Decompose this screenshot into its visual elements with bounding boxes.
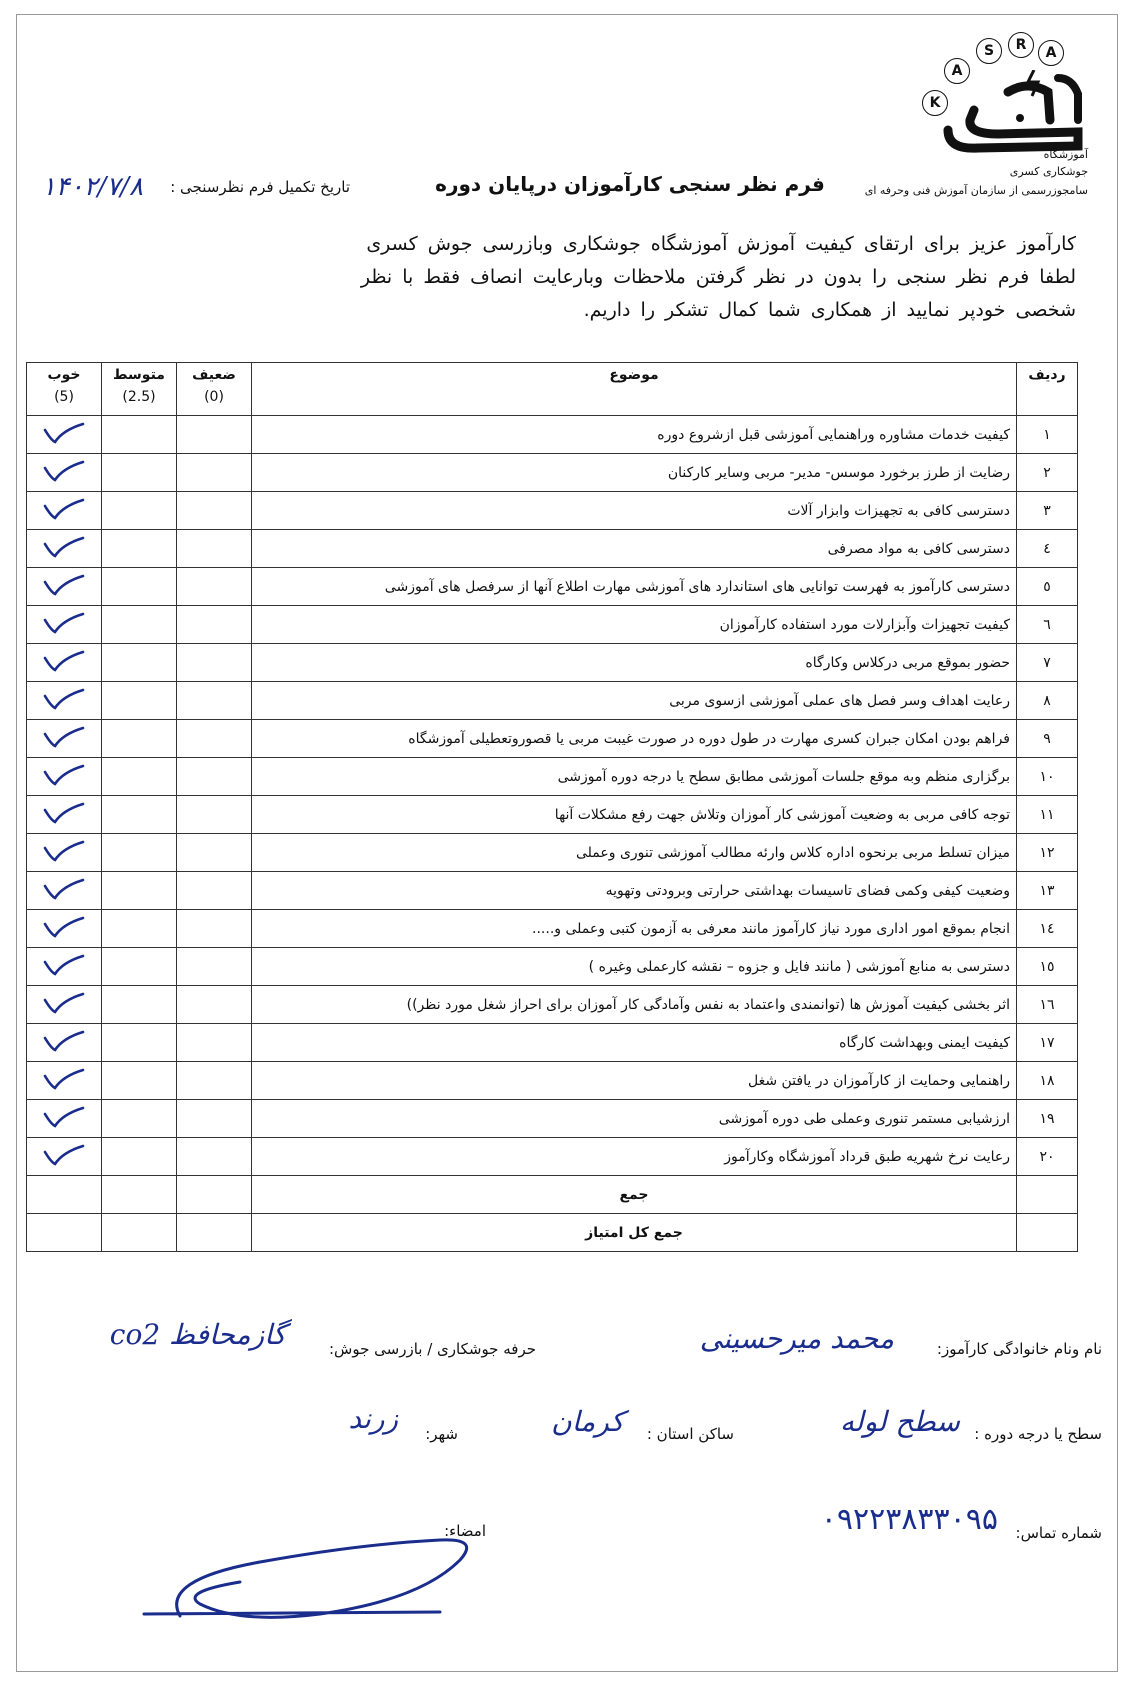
sum-weak-cell [177,1176,252,1214]
intro-line-2: لطفا فرم نظر سنجی را بدون در نظر گرفتن ملاحظات وبارعایت انصاف فقط با نظر [360,266,1076,288]
row-good-cell [27,416,102,454]
row-weak-cell [177,720,252,758]
table-row [27,720,1078,758]
row-good-cell [27,948,102,986]
row-number: ۹ [1017,720,1078,758]
row-weak-cell [177,948,252,986]
table-row [27,454,1078,492]
row-topic: کیفیت تجهیزات وآبزارلات مورد استفاده کارآموزان [252,606,1017,644]
row-number: ۱۱ [1017,796,1078,834]
row-good-cell [27,568,102,606]
row-number: ۱٥ [1017,948,1078,986]
phone-value: ۰۹۲۲۳۸۳۳۰۹۵ [820,1502,998,1537]
row-number: ۳ [1017,492,1078,530]
logo-caption-name: جوشکاری کسری [1009,165,1088,178]
row-weak-cell [177,834,252,872]
row-weak-cell [177,492,252,530]
row-weak-cell [177,758,252,796]
table-header-row [27,363,1078,416]
row-weak-cell [177,454,252,492]
checkmark-icon [41,1104,87,1134]
row-topic: برگزاری منظم وبه موقع جلسات آموزشی مطابق سطح یا درجه دوره آموزشی [252,758,1017,796]
province-label: ساکن استان : [646,1425,734,1443]
sum-good-cell [27,1176,102,1214]
table-row [27,568,1078,606]
logo-caption-license: سامجوزرسمی از سازمان آموزش فنی وحرفه ای [864,184,1088,197]
checkmark-icon [41,762,87,792]
row-good-cell [27,530,102,568]
row-weak-cell [177,1062,252,1100]
logo-mark-icon [938,70,1088,154]
row-good-cell [27,986,102,1024]
header-good-score: (5) [54,389,74,405]
table-row [27,986,1078,1024]
checkmark-icon [41,458,87,488]
row-number: ۱۷ [1017,1024,1078,1062]
sum-row [27,1176,1078,1214]
row-weak-cell [177,872,252,910]
row-topic: کیفیت ایمنی وبهداشت کارگاه [252,1024,1017,1062]
row-good-cell [27,454,102,492]
row-number: ۲ [1017,454,1078,492]
row-number: ۱٦ [1017,986,1078,1024]
table-row [27,492,1078,530]
row-weak-cell [177,1138,252,1176]
logo-letter-r: R [1008,32,1034,58]
row-number: ۱۳ [1017,872,1078,910]
row-good-cell [27,492,102,530]
row-topic: رعایت نرخ شهریه طبق قرداد آموزشگاه وکارآموز [252,1138,1017,1176]
table-row [27,1024,1078,1062]
row-good-cell [27,606,102,644]
row-good-cell [27,834,102,872]
table-row [27,796,1078,834]
row-number: ۱ [1017,416,1078,454]
row-good-cell [27,1062,102,1100]
checkmark-icon [41,1066,87,1096]
table-body [27,416,1078,1176]
row-medium-cell [102,1100,177,1138]
row-topic: راهنمایی وحمایت از کارآموزان در یافتن شغل [252,1062,1017,1100]
name-value: محمد میرحسینی [699,1322,894,1355]
row-topic: اثر بخشی کیفیت آموزش ها (توانمندی واعتماد به نفس وآمادگی کار آموزان برای احراز شغل مورد نظر)) [252,986,1017,1024]
row-medium-cell [102,720,177,758]
trade-value: گازمحافظ co2 [109,1318,286,1351]
checkmark-icon [41,724,87,754]
row-medium-cell [102,454,177,492]
row-weak-cell [177,416,252,454]
row-medium-cell [102,796,177,834]
row-number: ٥ [1017,568,1078,606]
row-weak-cell [177,1100,252,1138]
row-number: ۲۰ [1017,1138,1078,1176]
sum-label: جمع [252,1176,1017,1214]
date-value: ۱۴۰۲/۷/۸ [41,172,143,202]
row-number: ۸ [1017,682,1078,720]
survey-table [26,362,1078,1252]
row-medium-cell [102,568,177,606]
row-topic: کیفیت خدمات مشاوره وراهنمایی آموزشی قبل ازشروع دوره [252,416,1017,454]
row-medium-cell [102,834,177,872]
row-number: ٦ [1017,606,1078,644]
sum-row-num-cell [1017,1176,1078,1214]
checkmark-icon [41,686,87,716]
logo-caption-institute: آموزشگاه [1043,148,1088,161]
logo-letter-a2: A [1038,40,1064,66]
intro-text [36,228,1076,327]
row-number: ۱٤ [1017,910,1078,948]
checkmark-icon [41,1142,87,1172]
signature-label: امضاء: [444,1522,486,1540]
checkmark-icon [41,420,87,450]
header-medium-score: (2.5) [122,389,156,405]
row-topic: دسترسی به منابع آموزشی ( مانند فایل و جزوه – نقشه کارعملی وغیره ) [252,948,1017,986]
checkmark-icon [41,914,87,944]
level-value: سطح لوله [840,1405,960,1438]
row-medium-cell [102,606,177,644]
logo-letter-a: A [944,58,970,84]
checkmark-icon [41,838,87,868]
row-good-cell [27,1024,102,1062]
table-row [27,1100,1078,1138]
row-medium-cell [102,416,177,454]
level-label: سطح یا درجه دوره : [974,1425,1102,1443]
intro-line-1: کارآموز عزیز برای ارتقای کیفیت آموزش آموزشگاه جوشکاری وبازرسی جوش کسری [366,233,1076,255]
table-row [27,1062,1078,1100]
row-topic: رعایت اهداف وسر فصل های عملی آموزشی ازسوی مربی [252,682,1017,720]
table-row [27,948,1078,986]
row-medium-cell [102,530,177,568]
row-number: ٤ [1017,530,1078,568]
date-label: تاریخ تکمیل فرم نظرسنجی : [170,178,350,196]
header-weak-label: ضعیف [192,367,236,383]
row-number: ۱۲ [1017,834,1078,872]
row-medium-cell [102,948,177,986]
checkmark-icon [41,800,87,830]
city-value: زرند [348,1402,398,1435]
row-topic: میزان تسلط مربی برنحوه اداره کلاس وارئه مطالب آموزشی تنوری وعملی [252,834,1017,872]
table-row [27,910,1078,948]
row-number: ۷ [1017,644,1078,682]
row-weak-cell [177,796,252,834]
row-good-cell [27,644,102,682]
table-row [27,872,1078,910]
row-topic: دسترسی کارآموز به فهرست توانایی های استاندارد های آموزشی مهارت اطلاع آنها از سرفصل های آموزشی [252,568,1017,606]
table-row [27,644,1078,682]
checkmark-icon [41,648,87,678]
row-good-cell [27,796,102,834]
row-medium-cell [102,644,177,682]
header-weak [177,363,252,416]
institute-logo [864,28,1098,197]
total-row-num-cell [1017,1214,1078,1252]
row-topic: ارزشیابی مستمر تنوری وعملی طی دوره آموزشی [252,1100,1017,1138]
checkmark-icon [41,952,87,982]
row-topic: دسترسی کافی به تجهیزات وابزار آلات [252,492,1017,530]
trade-label: حرفه جوشکاری / بازرسی جوش: [328,1340,536,1358]
city-label: شهر: [425,1425,458,1443]
sum-medium-cell [102,1176,177,1214]
row-number: ۱۹ [1017,1100,1078,1138]
row-medium-cell [102,1062,177,1100]
form-title: فرم نظر سنجی کارآموزان درپایان دوره [435,172,825,196]
header-good [27,363,102,416]
total-weak-cell [177,1214,252,1252]
table-row [27,834,1078,872]
checkmark-icon [41,876,87,906]
province-value: کرمان [551,1405,624,1438]
table-row [27,1138,1078,1176]
checkmark-icon [41,496,87,526]
row-weak-cell [177,986,252,1024]
header-topic: موضوع [252,363,1017,416]
row-weak-cell [177,568,252,606]
header-row-number: ردیف [1017,363,1078,416]
table-row [27,758,1078,796]
checkmark-icon [41,534,87,564]
total-medium-cell [102,1214,177,1252]
checkmark-icon [41,572,87,602]
row-medium-cell [102,986,177,1024]
row-weak-cell [177,1024,252,1062]
header-weak-score: (0) [204,389,224,405]
row-good-cell [27,682,102,720]
row-good-cell [27,872,102,910]
row-topic: فراهم بودن امکان جبران کسری مهارت در طول دوره در صورت غیبت مربی یا قصوروتعطیلی آموزشگاه [252,720,1017,758]
phone-label: شماره تماس: [1015,1524,1102,1542]
total-row [27,1214,1078,1252]
row-topic: حضور بموقع مربی درکلاس وکارگاه [252,644,1017,682]
header-medium [102,363,177,416]
row-medium-cell [102,492,177,530]
row-medium-cell [102,1024,177,1062]
checkmark-icon [41,1028,87,1058]
row-good-cell [27,1138,102,1176]
name-label: نام ونام خانوادگی کارآموز: [936,1340,1102,1358]
row-good-cell [27,910,102,948]
row-weak-cell [177,682,252,720]
row-topic: توجه کافی مربی به وضعیت آموزشی کار آموزان وتلاش جهت رفع مشکلات آنها [252,796,1017,834]
row-good-cell [27,758,102,796]
intro-line-3: شخصی خودپر نمایید از همکاری شما کمال تشکر را داریم. [583,299,1076,321]
table-row [27,416,1078,454]
checkmark-icon [41,990,87,1020]
row-weak-cell [177,644,252,682]
row-topic: وضعیت کیفی وکمی فضای تاسیسات بهداشتی حرارتی وبرودتی وتهویه [252,872,1017,910]
row-topic: دسترسی کافی به مواد مصرفی [252,530,1017,568]
signature-icon [140,1520,500,1630]
row-medium-cell [102,872,177,910]
logo-letter-s: S [976,38,1002,64]
row-weak-cell [177,606,252,644]
logo-letter-k: K [922,90,948,116]
row-medium-cell [102,1138,177,1176]
header-good-label: خوب [47,367,81,383]
total-label: جمع کل امتیاز [252,1214,1017,1252]
row-weak-cell [177,910,252,948]
row-number: ۱۸ [1017,1062,1078,1100]
header-medium-label: متوسط [113,367,165,383]
row-medium-cell [102,758,177,796]
row-good-cell [27,720,102,758]
row-topic: رضایت از طرز برخورد موسس- مدیر- مربی وسایر کارکنان [252,454,1017,492]
row-good-cell [27,1100,102,1138]
row-topic: انجام بموقع امور اداری مورد نیاز کارآموز مانند معرفی به آزمون کتبی وعملی و..... [252,910,1017,948]
table-row [27,530,1078,568]
table-row [27,682,1078,720]
row-weak-cell [177,530,252,568]
table-row [27,606,1078,644]
row-medium-cell [102,910,177,948]
row-number: ۱۰ [1017,758,1078,796]
row-medium-cell [102,682,177,720]
checkmark-icon [41,610,87,640]
total-good-cell [27,1214,102,1252]
